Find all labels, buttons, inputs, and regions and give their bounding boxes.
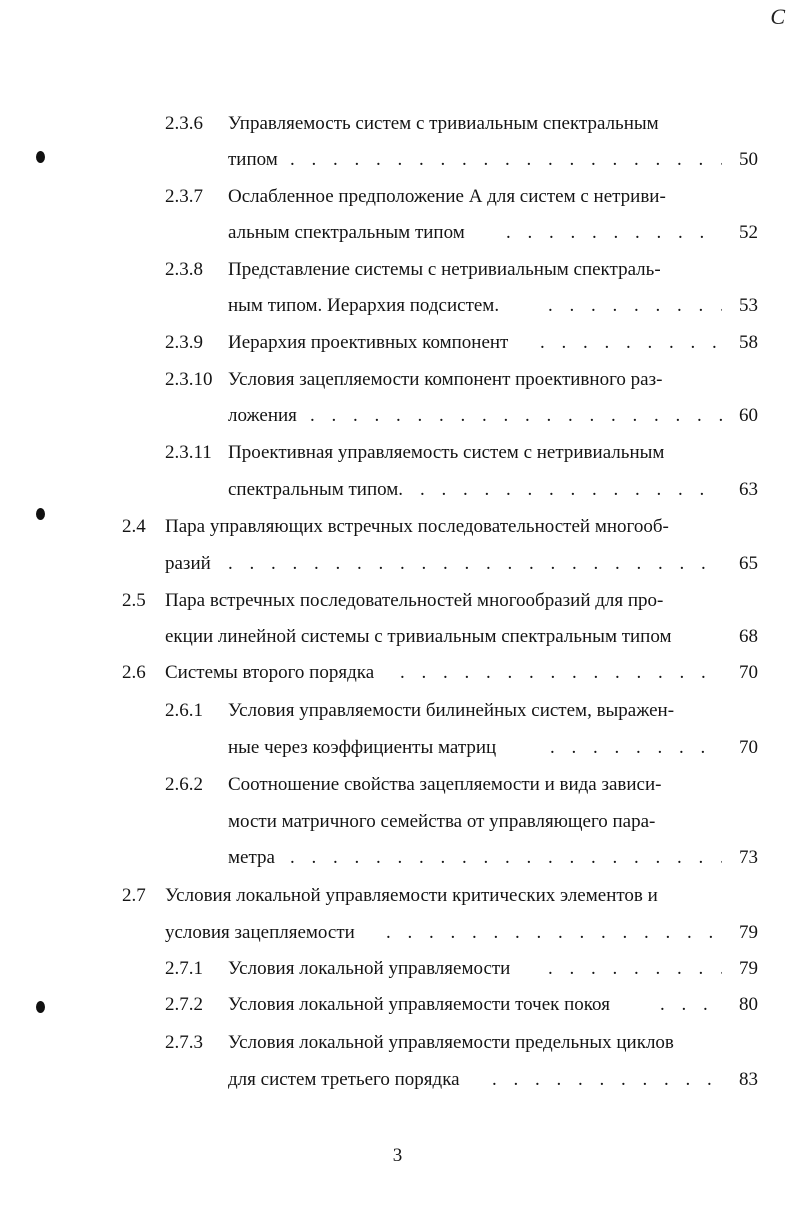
toc-entry-title: Проективная управляемость систем с нетривиальным [228,442,665,463]
toc-entry-title: Представление системы с нетривиальным спектраль- [228,259,661,280]
page-number: 3 [392,1145,403,1166]
toc-page-number: 52 [739,222,758,243]
toc-entry-number: 2.4 [122,516,146,537]
dot-leader [310,404,722,428]
toc-entry-number: 2.3.7 [165,186,203,207]
toc-entry-title-cont: екции линейной системы с тривиальным спектральным типом [165,626,672,647]
dot-leader [548,957,722,981]
toc-page-number: 80 [739,994,758,1015]
toc-page-number: 79 [739,922,758,943]
toc-page-number: 70 [739,737,758,758]
binding-hole-dot [36,151,45,163]
dot-leader [492,1068,722,1092]
toc-entry-number: 2.6.2 [165,774,203,795]
toc-entry-title: Условия локальной управляемости точек покоя [228,994,610,1015]
toc-page-number: 50 [739,149,758,170]
toc-entry-number: 2.3.8 [165,259,203,280]
dot-leader [548,294,722,318]
toc-entry-title-cont: альным спектральным типом [228,222,465,243]
dot-leader [550,736,722,760]
toc-page-number: 83 [739,1069,758,1090]
dot-leader [228,552,722,576]
toc-entry-number: 2.3.6 [165,113,203,134]
toc-entry-title-cont: ным типом. Иерархия подсистем. [228,295,500,316]
toc-entry-title: Управляемость систем с тривиальным спектральным [228,113,659,134]
toc-page-number: 65 [739,553,758,574]
toc-page-number: 68 [739,626,758,647]
toc-entry-number: 2.3.10 [165,369,213,390]
toc-entry-title: Условия локальной управляемости [228,958,511,979]
toc-entry-title-cont: метра [228,847,275,868]
toc-entry-title: Условия локальной управляемости предельных циклов [228,1032,674,1053]
toc-entry-title: Ослабленное предположение А для систем с нетриви- [228,186,666,207]
toc-entry-title: Пара встречных последовательностей многообразий для про- [165,590,664,611]
toc-entry-title-cont: мости матричного семейства от управляющего пара- [228,811,656,832]
binding-hole-dot [36,508,45,520]
dot-leader [400,661,722,685]
toc-entry-title: Иерархия проективных компонент [228,332,509,353]
toc-entry-title: Условия локальной управляемости критических элементов и [165,885,658,906]
toc-entry-title-cont: ложения [228,405,297,426]
toc-entry-title: Соотношение свойства зацепляемости и вида зависи- [228,774,662,795]
dot-leader [386,921,722,945]
dot-leader [290,148,722,172]
toc-page-number: 58 [739,332,758,353]
toc-entry-number: 2.5 [122,590,146,611]
dot-leader [540,331,722,355]
toc-entry-number: 2.6.1 [165,700,203,721]
toc-entry-number: 2.3.11 [165,442,212,463]
toc-entry-title-cont: ные через коэффициенты матриц [228,737,497,758]
toc-entry-title-cont: условия зацепляемости [165,922,355,943]
toc-entry-number: 2.6 [122,662,146,683]
dot-leader [506,221,722,245]
toc-entry-title-cont: спектральным типом. [228,479,404,500]
binding-hole-dot [36,1001,45,1013]
toc-entry-number: 2.7.1 [165,958,203,979]
toc-page-number: 63 [739,479,758,500]
dot-leader [290,846,722,870]
toc-entry-number: 2.7.3 [165,1032,203,1053]
toc-entry-title: Условия управляемости билинейных систем, выражен- [228,700,675,721]
toc-entry-title: Условия зацепляемости компонент проективного раз- [228,369,663,390]
toc-page-number: 73 [739,847,758,868]
dot-leader [660,993,722,1017]
toc-entry-title-cont: для систем третьего порядка [228,1069,460,1090]
toc-entry-title-cont: типом [228,149,278,170]
toc-entry-number: 2.7 [122,885,146,906]
toc-page-number: 79 [739,958,758,979]
toc-entry-title: Пара управляющих встречных последовательностей многооб- [165,516,669,537]
dot-leader [420,478,722,502]
toc-entry-title: Системы второго порядка [165,662,375,683]
toc-entry-number: 2.3.9 [165,332,203,353]
toc-page-number: 60 [739,405,758,426]
toc-entry-number: 2.7.2 [165,994,203,1015]
toc-page-number: 53 [739,295,758,316]
toc-page-number: 70 [739,662,758,683]
corner-mark: C [770,4,785,29]
toc-entry-title-cont: разий [165,553,211,574]
